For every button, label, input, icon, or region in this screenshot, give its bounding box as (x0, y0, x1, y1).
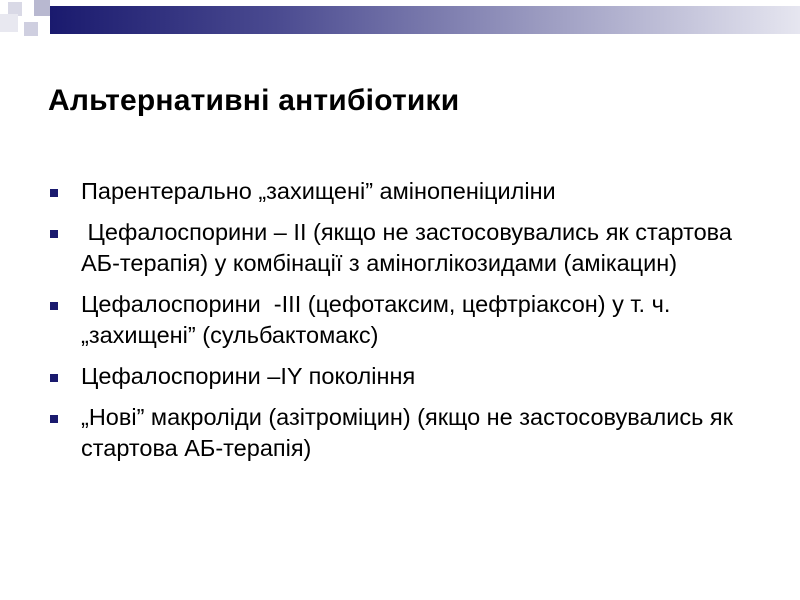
bullet-text: Цефалоспорини –ІY покоління (81, 363, 416, 389)
header-gradient-bar (50, 6, 800, 34)
bullet-item (50, 402, 770, 464)
square-bullet-icon (50, 302, 58, 310)
decor-square (34, 0, 50, 16)
bullet-item (50, 176, 770, 207)
bullet-item (50, 361, 770, 392)
decor-square (24, 22, 38, 36)
square-bullet-icon (50, 374, 58, 382)
square-bullet-icon (50, 230, 58, 238)
slide-title: Альтернативні антибіотики (48, 84, 460, 117)
bullet-text: Цефалоспорини – ІІ (якщо не застосовувались як стартова АБ-терапія) у комбінації з аміноглікозидами (амікацин) (81, 219, 739, 276)
square-bullet-icon (50, 415, 58, 423)
bullet-text: Парентерально „захищені” амінопеніциліни (81, 178, 556, 204)
bullet-text: Цефалоспорини -ІІІ (цефотаксим, цефтріаксон) у т. ч. „захищені” (сульбактомакс) (81, 291, 677, 348)
bullet-item (50, 217, 770, 279)
bullet-item (50, 289, 770, 351)
decor-square (0, 14, 18, 32)
bullet-text: „Нові” макроліди (азітроміцин) (якщо не застосовувались як стартова АБ-терапія) (81, 404, 733, 461)
square-bullet-icon (50, 189, 58, 197)
bullet-list (50, 176, 770, 474)
